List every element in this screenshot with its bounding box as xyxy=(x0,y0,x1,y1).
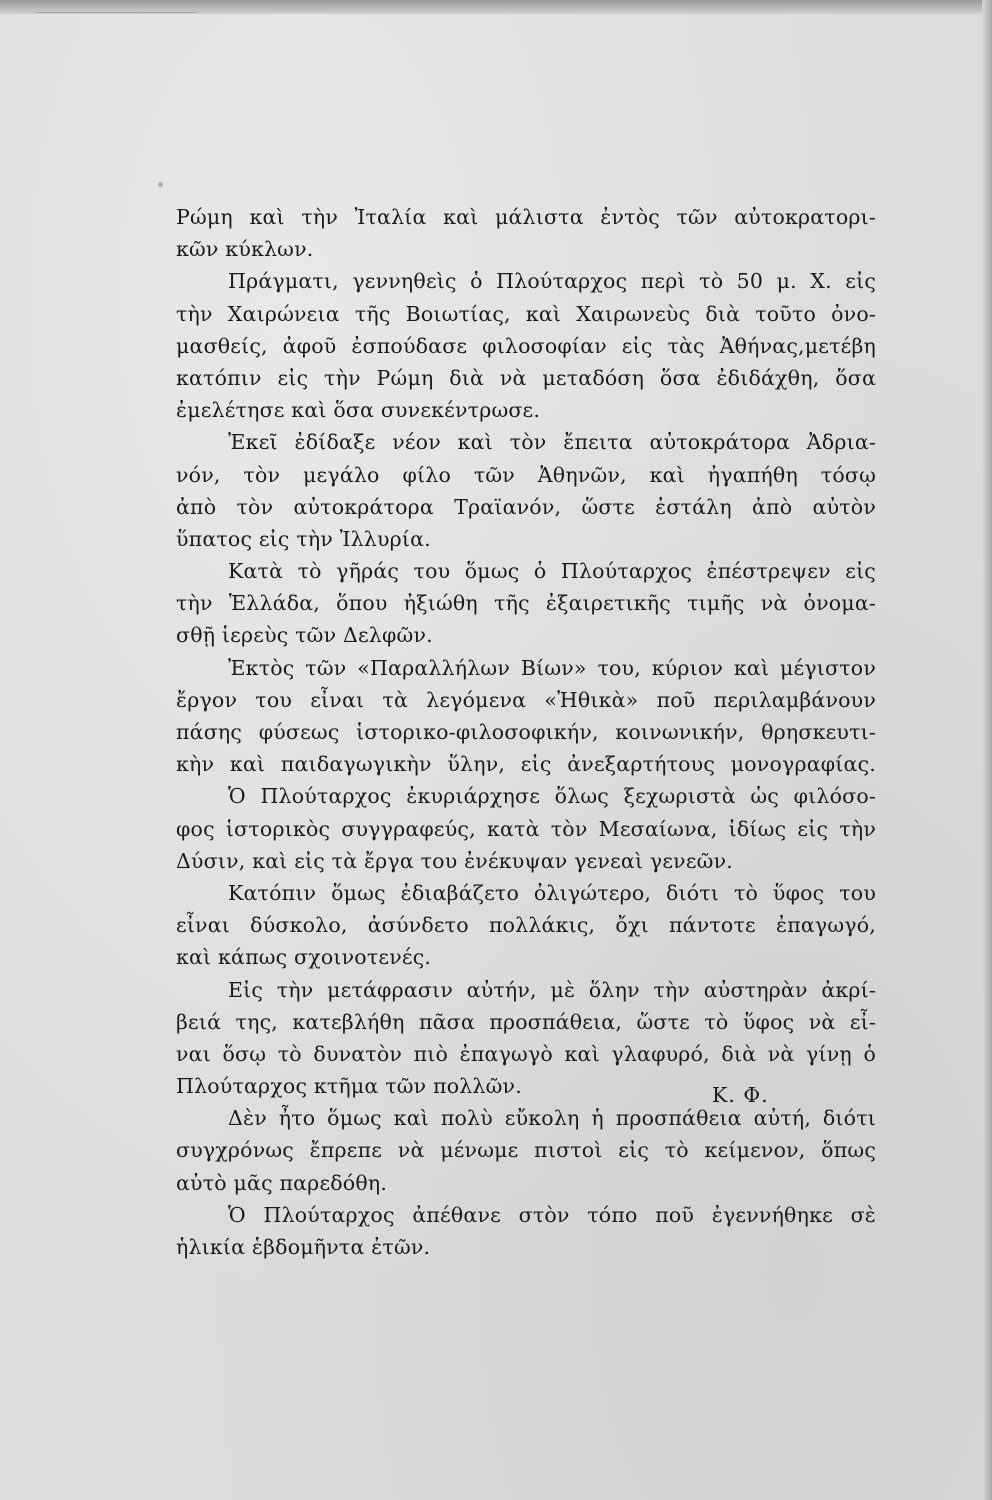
text-line: συγχρόνως ἔπρεπε νὰ μένωμε πιστοὶ εἰς τὸ κείμενον, ὅπως xyxy=(176,1138,876,1163)
text-line: Ρώμη καὶ τὴν Ἰταλία καὶ μάλιστα ἐντὸς τῶν αὐτοκρατορι- xyxy=(176,205,876,229)
text-line: μασθείς, ἀφοῦ ἐσπούδασε φιλοσοφίαν εἰς τὰς Ἀθήνας,μετέβη xyxy=(176,333,876,358)
text-line: βειά της, κατεβλήθη πᾶσα προσπάθεια, ὥστε τὸ ὕφος νὰ εἶ- xyxy=(176,1009,876,1034)
signature-initials: Κ. Φ. xyxy=(712,1083,769,1107)
text-line: ἐμελέτησε καὶ ὅσα συνεκέντρωσε. xyxy=(176,398,541,423)
paper-speck xyxy=(158,182,163,187)
text-line: κὴν καὶ παιδαγωγικὴν ὕλην, εἰς ἀνεξαρτήτους μονογραφίας. xyxy=(176,752,876,777)
text-line: ὕπατος εἰς τὴν Ἰλλυρία. xyxy=(176,526,431,551)
text-line: ἡλικία ἑβδομῆντα ἐτῶν. xyxy=(176,1235,431,1259)
text-line: ἔργον του εἶναι τὰ λεγόμενα «Ἠθικὰ» ποῦ περιλαμβάνουν xyxy=(176,687,876,712)
text-line: Πλούταρχος κτῆμα τῶν πολλῶν. xyxy=(176,1074,522,1099)
text-line: Ἐκτὸς τῶν «Παραλλήλων Βίων» του, κύριον καὶ μέγιστον xyxy=(228,655,876,680)
text-line: πάσης φύσεως ἱστορικο-φιλοσοφικήν, κοινωνικήν, θρησκευτι- xyxy=(176,720,876,744)
text-line: ἀπὸ τὸν αὐτοκράτορα Τραϊανόν, ὥστε ἐστάλη ἀπὸ αὐτὸν xyxy=(176,494,876,519)
text-line: Δύσιν, καὶ εἰς τὰ ἔργα του ἐνέκυψαν γενεαὶ γενεῶν. xyxy=(176,848,733,873)
text-line: Ὁ Πλούταρχος ἀπέθανε στὸν τόπο ποῦ ἐγεννήθηκε σὲ xyxy=(228,1202,876,1227)
text-line: Εἰς τὴν μετάφρασιν αὐτήν, μὲ ὅλην τὴν αὐστηρὰν ἀκρί- xyxy=(228,977,876,1002)
text-line: αὐτὸ μᾶς παρεδόθη. xyxy=(176,1170,388,1195)
page-crease xyxy=(36,0,204,13)
text-line: Δὲν ἦτο ὅμως καὶ πολὺ εὔκολη ἡ προσπάθεια αὐτή, διότι xyxy=(228,1106,876,1131)
text-line: κατόπιν εἰς τὴν Ρώμη διὰ νὰ μεταδόση ὅσα ἐδιδάχθη, ὅσα xyxy=(176,365,876,390)
text-line: νόν, τὸν μεγάλο φίλο τῶν Ἀθηνῶν, καὶ ἠγαπήθη τόσῳ xyxy=(176,462,876,487)
page-right-edge xyxy=(982,0,992,1500)
text-line: Κατόπιν ὅμως ἐδιαβάζετο ὀλιγώτερο, διότι τὸ ὕφος του xyxy=(228,880,876,905)
text-line: κῶν κύκλων. xyxy=(176,237,314,262)
text-line: ναι ὅσῳ τὸ δυνατὸν πιὸ ἐπαγωγὸ καὶ γλαφυρό, διὰ νὰ γίνῃ ὁ xyxy=(176,1041,876,1066)
text-line: καὶ κάπως σχοινοτενές. xyxy=(176,945,432,970)
text-line: Ἐκεῖ ἐδίδαξε νέον καὶ τὸν ἔπειτα αὐτοκράτορα Ἀδρια- xyxy=(228,430,876,455)
text-line: τὴν Χαιρώνεια τῆς Βοιωτίας, καὶ Χαιρωνεὺς διὰ τοῦτο ὀνο- xyxy=(176,301,876,326)
text-line: εἶναι δύσκολο, ἀσύνδετο πολλάκις, ὄχι πάντοτε ἐπαγωγό, xyxy=(176,913,876,938)
text-line: Κατὰ τὸ γῆράς του ὅμως ὁ Πλούταρχος ἐπέστρεψεν εἰς xyxy=(228,559,876,584)
text-line: σθῇ ἱερεὺς τῶν Δελφῶν. xyxy=(176,623,433,648)
text-line: Ὁ Πλούταρχος ἐκυριάρχησε ὅλως ξεχωριστὰ ὡς φιλόσο- xyxy=(228,784,876,809)
text-line: φος ἱστορικὸς συγγραφεύς, κατὰ τὸν Μεσαίωνα, ἰδίως εἰς τὴν xyxy=(176,816,876,841)
text-line: τὴν Ἑλλάδα, ὅπου ἠξιώθη τῆς ἐξαιρετικῆς τιμῆς νὰ ὀνομα- xyxy=(176,591,876,616)
text-line: Πράγματι, γεννηθεὶς ὁ Πλούταρχος περὶ τὸ 50 μ. Χ. εἰς xyxy=(228,269,876,294)
